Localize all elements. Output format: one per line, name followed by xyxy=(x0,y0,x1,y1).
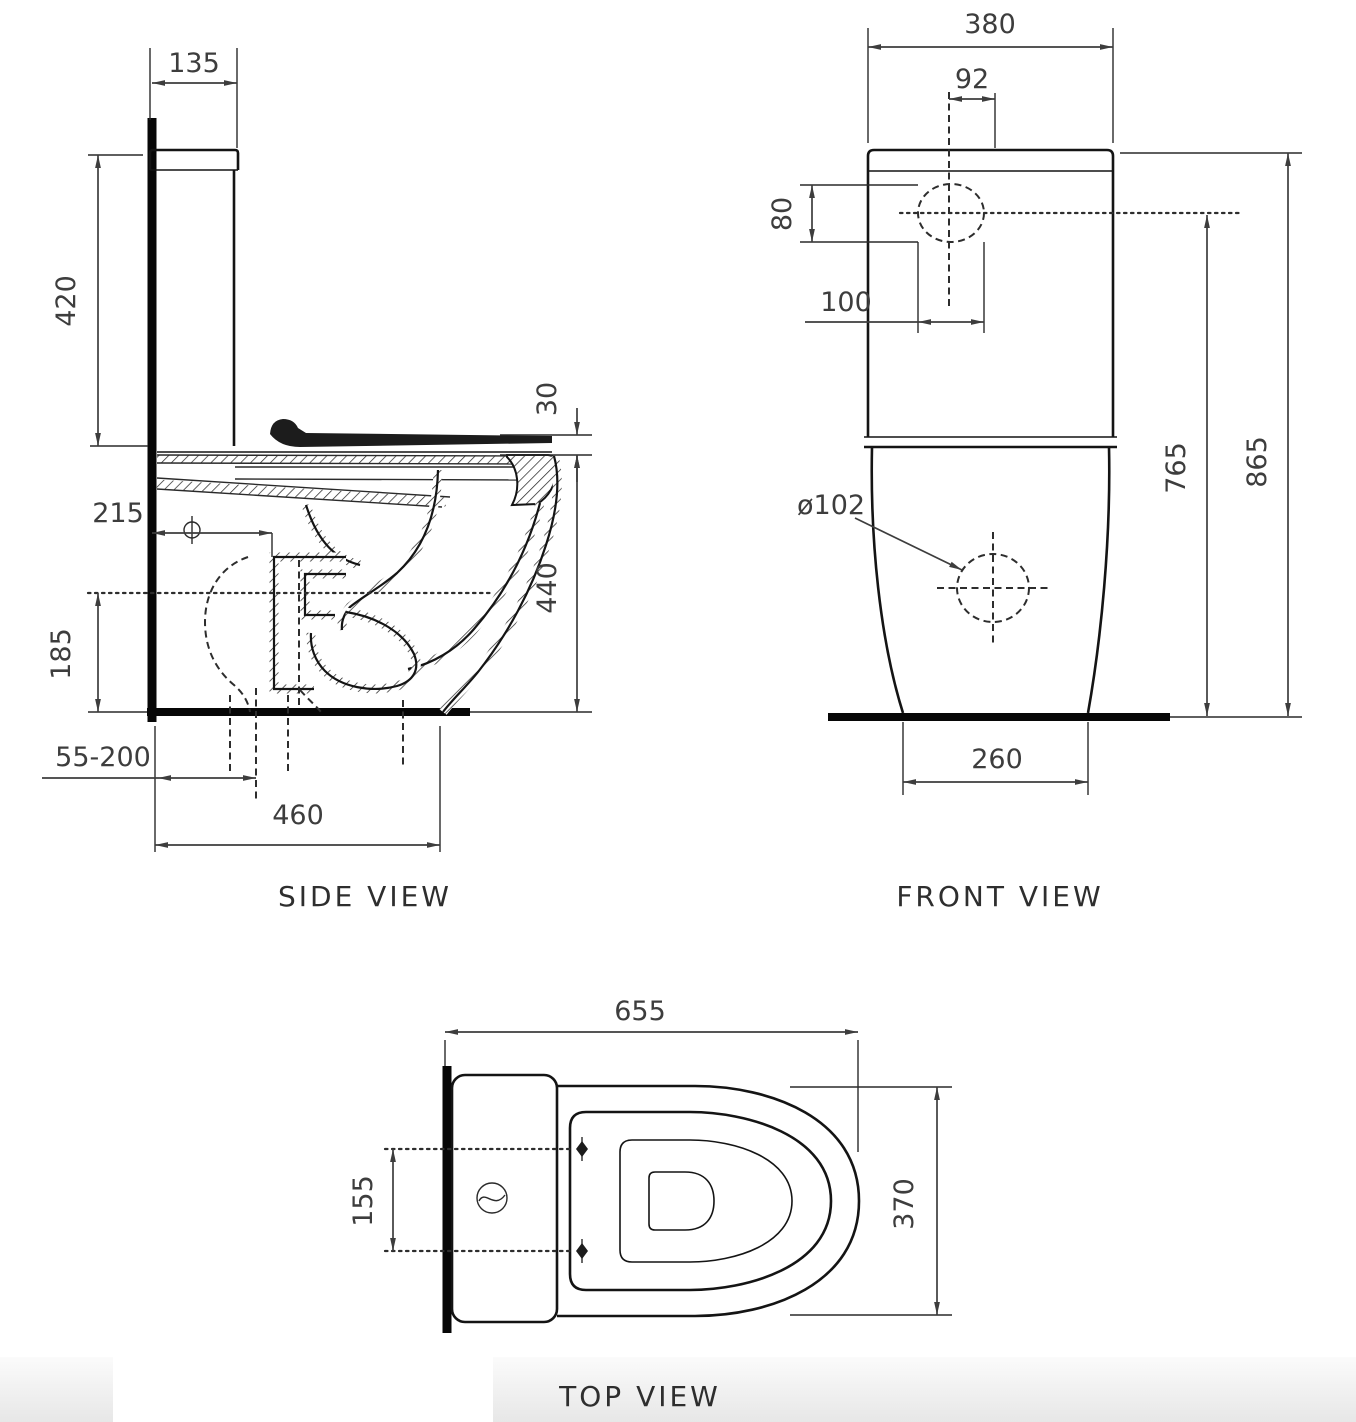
top-dim-fixing-hole-centres: 155 xyxy=(348,1175,379,1227)
front-dim-total-height: 865 xyxy=(1242,436,1273,488)
side-view xyxy=(42,48,592,913)
side-dim-cistern-height: 420 xyxy=(51,275,82,327)
top-pan-outline xyxy=(557,1086,859,1316)
front-dim-cistern-width: 380 xyxy=(964,9,1016,40)
front-dim-inlet-width: 100 xyxy=(820,287,872,318)
front-cistern xyxy=(864,150,1117,447)
front-dim-cistern-body-height: 765 xyxy=(1161,442,1192,494)
top-dimensions xyxy=(348,996,952,1315)
side-dim-seat-thickness: 30 xyxy=(532,381,563,417)
front-dim-inlet-offset: 92 xyxy=(954,64,990,95)
side-dim-adjustable-setout: 55-200 xyxy=(55,742,151,773)
top-bowl-opening xyxy=(620,1140,792,1262)
side-cistern xyxy=(150,150,552,452)
front-dim-base-width: 260 xyxy=(971,744,1023,775)
front-dimensions xyxy=(767,9,1302,795)
top-view-title: TOP VIEW xyxy=(559,1380,721,1413)
pan-section xyxy=(157,455,557,712)
top-dim-overall-length: 655 xyxy=(614,996,666,1027)
top-cistern xyxy=(452,1075,557,1322)
top-view xyxy=(348,996,952,1413)
side-dimensions xyxy=(42,48,592,852)
side-dim-pan-depth: 460 xyxy=(272,800,324,831)
side-dim-trap-setout: 215 xyxy=(92,498,144,529)
side-view-title: SIDE VIEW xyxy=(278,880,452,913)
front-dim-outlet-diameter: ø102 xyxy=(797,490,866,521)
top-dim-pan-width: 370 xyxy=(889,1178,920,1230)
water-inlet-circle xyxy=(900,92,1240,310)
side-dim-pan-height: 440 xyxy=(532,562,563,614)
side-dim-cistern-depth: 135 xyxy=(168,48,220,79)
waste-outlet-circle xyxy=(937,532,1049,644)
front-dim-inlet-height: 80 xyxy=(767,196,798,232)
side-dim-outlet-height: 185 xyxy=(46,628,77,680)
seat-lid xyxy=(270,419,552,447)
flush-button-icon xyxy=(477,1183,507,1213)
front-view-title: FRONT VIEW xyxy=(896,880,1104,913)
screw-fixing-icon xyxy=(184,516,200,544)
top-flush-outlet xyxy=(649,1172,714,1230)
front-pan xyxy=(872,447,1110,713)
front-view xyxy=(767,9,1302,913)
